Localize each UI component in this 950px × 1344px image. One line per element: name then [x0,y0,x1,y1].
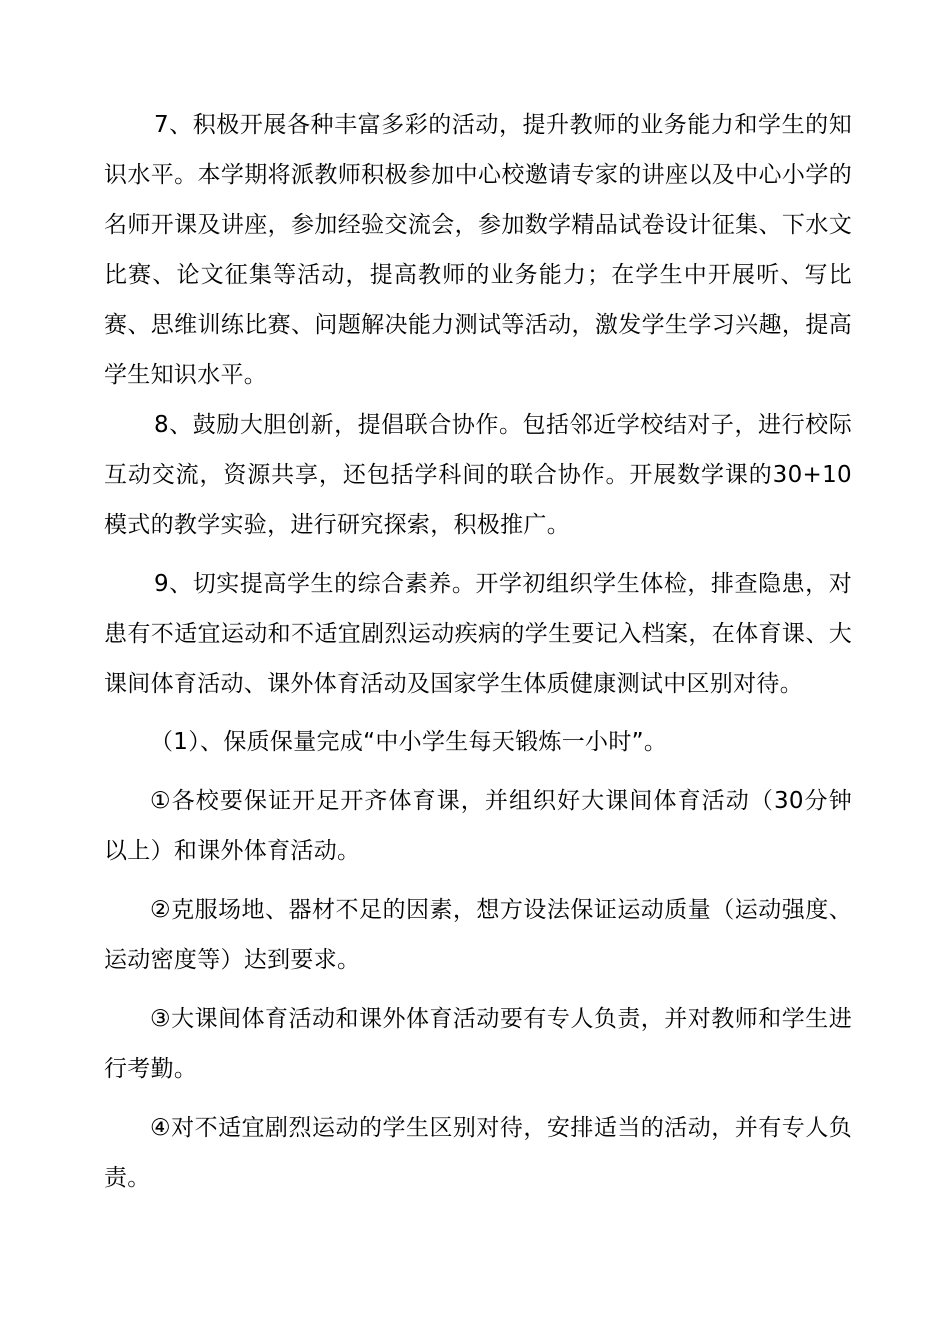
sub-heading-1: （1）、保质保量完成“中小学生每天锻炼一小时”。 [150,729,668,755]
document-body [104,100,852,1203]
paragraph-item-9: 9、切实提高学生的综合素养。开学初组织学生体检，排查隐患，对患有不适宜运动和不适宜剧烈运动疾病的学生要记入档案，在体育课、大课间体育活动、课外体育活动及国家学生体质健康测试中区别对待。 [104,571,852,697]
paragraph-item-8: 8、鼓励大胆创新，提倡联合协作。包括邻近学校结对子，进行校际互动交流，资源共享，还包括学科间的联合协作。开展数学课的30+10模式的教学实验，进行研究探索，积极推广。 [104,412,852,538]
paragraph-item-7: 7、积极开展各种丰富多彩的活动，提升教师的业务能力和学生的知识水平。本学期将派教师积极参加中心校邀请专家的讲座以及中心小学的名师开课及讲座，参加经验交流会，参加数学精品试卷设计征集、下水文比赛、论文征集等活动，提高教师的业务能力；在学生中开展听、写比赛、思维训练比赛、问题解决能力测试等活动，激发学生学习兴趣，提高学生知识水平。 [104,112,852,388]
list-item-3: ③大课间体育活动和课外体育活动要有专人负责，并对教师和学生进行考勤。 [104,1006,852,1082]
list-item-4: ④对不适宜剧烈运动的学生区别对待，安排适当的活动，并有专人负责。 [104,1115,852,1191]
list-item-2: ②克服场地、器材不足的因素，想方设法保证运动质量（运动强度、运动密度等）达到要求。 [104,897,852,973]
list-item-1: ①各校要保证开足开齐体育课，并组织好大课间体育活动（30分钟以上）和课外体育活动。 [104,788,852,864]
